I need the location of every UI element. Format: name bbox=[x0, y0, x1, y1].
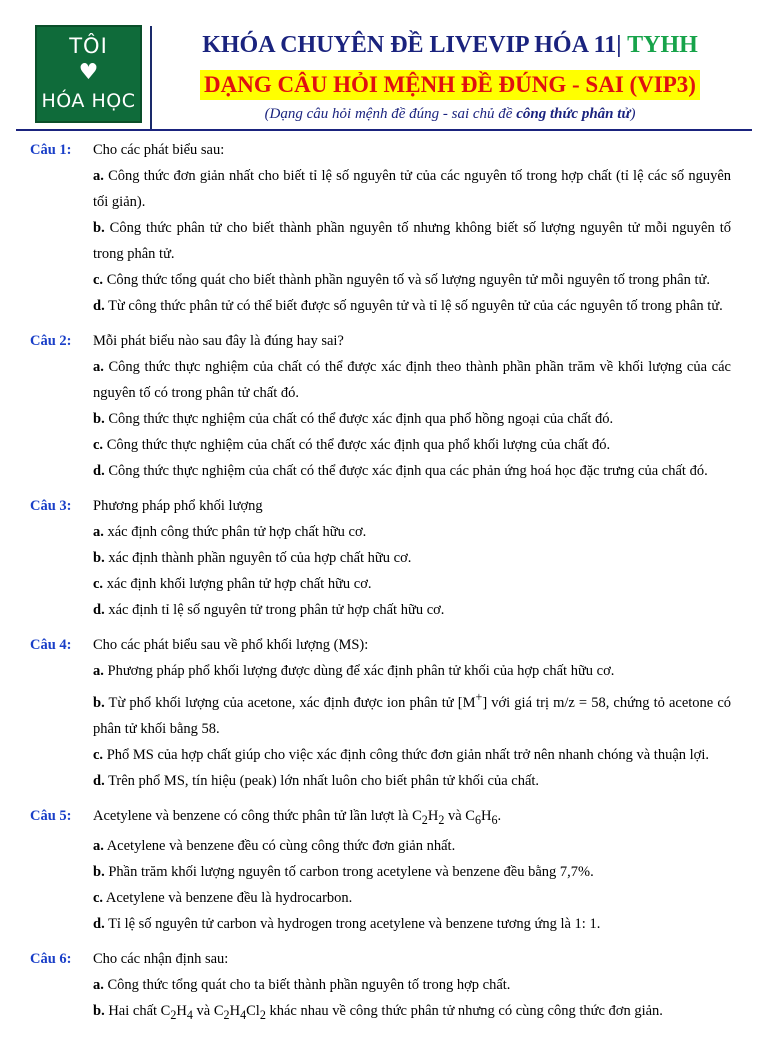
page-header bbox=[0, 0, 768, 132]
option-a: a. Phương pháp phổ khối lượng được dùng để xác định phân tử khối của hợp chất hữu cơ. bbox=[93, 663, 615, 679]
topic-note-suffix: ) bbox=[630, 106, 636, 122]
logo bbox=[35, 25, 142, 123]
question-number: Câu 1: bbox=[30, 142, 72, 158]
topic-note-topic: công thức phân tử bbox=[516, 106, 631, 122]
course-brand: TYHH bbox=[627, 32, 698, 58]
option-d: d. Tỉ lệ số nguyên tử carbon và hydrogen trong acetylene và benzene tương ứng là 1: 1. bbox=[93, 915, 601, 932]
option-d: d. Công thức thực nghiệm của chất có thể được xác định qua các phản ứng hoá học đặc trưng của chất đó. bbox=[93, 463, 708, 479]
question-stem: Mỗi phát biểu nào sau đây là đúng hay sai? bbox=[93, 333, 344, 349]
question-number: Câu 2: bbox=[30, 333, 72, 349]
option-a: a. Công thức thực nghiệm của chất có thể được xác định theo thành phần phần trăm về khối lượng của các nguyên tố có trong phân tử chất đó. bbox=[93, 359, 731, 401]
option-a: a. Acetylene và benzene đều có cùng công thức đơn giản nhất. bbox=[93, 837, 456, 854]
question-stem: Cho các nhận định sau: bbox=[93, 950, 229, 967]
option-c: c. Công thức thực nghiệm của chất có thể được xác định qua phổ khối lượng của chất đó. bbox=[93, 437, 611, 453]
question-number: Câu 3: bbox=[30, 498, 72, 514]
worksheet-subtitle: DẠNG CÂU HỎI MỆNH ĐỀ ĐÚNG - SAI (VIP3) bbox=[200, 70, 700, 100]
logo-text-top: TÔI bbox=[69, 34, 108, 58]
option-d: d. Từ công thức phân tử có thể biết được số nguyên tử và tỉ lệ số nguyên tử của các nguyên tố trong phân tử. bbox=[93, 298, 723, 314]
course-title bbox=[160, 32, 740, 59]
topic-note-prefix: (Dạng câu hỏi mệnh đề đúng - sai chủ đề bbox=[264, 106, 517, 122]
question-2 bbox=[0, 328, 768, 484]
course-title-main: KHÓA CHUYÊN ĐỀ LIVEVIP HÓA 11| bbox=[202, 32, 628, 58]
question-stem: Cho các phát biểu sau về phổ khối lượng (MS): bbox=[93, 637, 369, 653]
logo-text-bottom: HÓA HỌC bbox=[41, 90, 136, 112]
question-list bbox=[0, 137, 768, 1037]
question-5 bbox=[0, 803, 768, 937]
option-a: a. xác định công thức phân tử hợp chất hữu cơ. bbox=[93, 524, 367, 540]
question-stem: Cho các phát biểu sau: bbox=[93, 142, 225, 158]
option-c: c. Công thức tổng quát cho biết thành phần nguyên tố và số lượng nguyên tử mỗi nguyên tố trong phân tử. bbox=[93, 272, 711, 288]
question-stem: Acetylene và benzene có công thức phân tử lần lượt là $C_2H_2$ và $C_6H_6$. bbox=[93, 807, 502, 827]
option-d: d. xác định tỉ lệ số nguyên tử trong phân tử hợp chất hữu cơ. bbox=[93, 602, 445, 618]
option-c: c. xác định khối lượng phân tử hợp chất hữu cơ. bbox=[93, 576, 372, 592]
header-rule bbox=[16, 129, 752, 131]
question-stem: Phương pháp phổ khối lượng bbox=[93, 498, 263, 514]
question-6 bbox=[0, 946, 768, 1028]
option-b: b. Công thức phân tử cho biết thành phần nguyên tố nhưng không biết số lượng nguyên tử mỗi nguyên tố trong phân tử. bbox=[93, 220, 731, 262]
question-number: Câu 6: bbox=[30, 950, 72, 967]
option-b: b. Hai chất $C_2H_4$ và $C_2H_4Cl_2$ khác nhau về công thức phân tử nhưng có cùng công thức đơn giản. bbox=[93, 1002, 663, 1022]
question-4 bbox=[0, 632, 768, 794]
heart-icon: ♥ bbox=[78, 60, 99, 85]
topic-note bbox=[160, 106, 740, 123]
header-divider bbox=[150, 26, 152, 130]
option-b: b. xác định thành phần nguyên tố của hợp chất hữu cơ. bbox=[93, 550, 412, 566]
option-a: a. Công thức tổng quát cho ta biết thành phần nguyên tố trong hợp chất. bbox=[93, 976, 511, 993]
option-a: a. Công thức đơn giản nhất cho biết tỉ lệ số nguyên tử của các nguyên tố trong hợp chất (tỉ lệ các số nguyên tối giản). bbox=[93, 168, 731, 210]
question-3 bbox=[0, 493, 768, 623]
question-1 bbox=[0, 137, 768, 319]
option-b: b. Phần trăm khối lượng nguyên tố carbon trong acetylene và benzene đều bằng 7,7%. bbox=[93, 863, 594, 880]
option-c: c. Phổ MS của hợp chất giúp cho việc xác định công thức đơn giản nhất trở nên nhanh chóng và thuận lợi. bbox=[93, 746, 709, 763]
option-b: b. Công thức thực nghiệm của chất có thể được xác định qua phổ hồng ngoại của chất đó. bbox=[93, 411, 614, 427]
question-number: Câu 5: bbox=[30, 807, 72, 824]
question-number: Câu 4: bbox=[30, 637, 72, 653]
option-b: b. Từ phổ khối lượng của acetone, xác định được ion phân tử [M+] với giá trị m/z = 58, chứng tỏ acetone có phân tử khối bằng 58. bbox=[93, 690, 732, 737]
option-d: d. Trên phổ MS, tín hiệu (peak) lớn nhất luôn cho biết phân tử khối của chất. bbox=[93, 772, 540, 789]
option-c: c. Acetylene và benzene đều là hydrocarbon. bbox=[93, 889, 353, 906]
